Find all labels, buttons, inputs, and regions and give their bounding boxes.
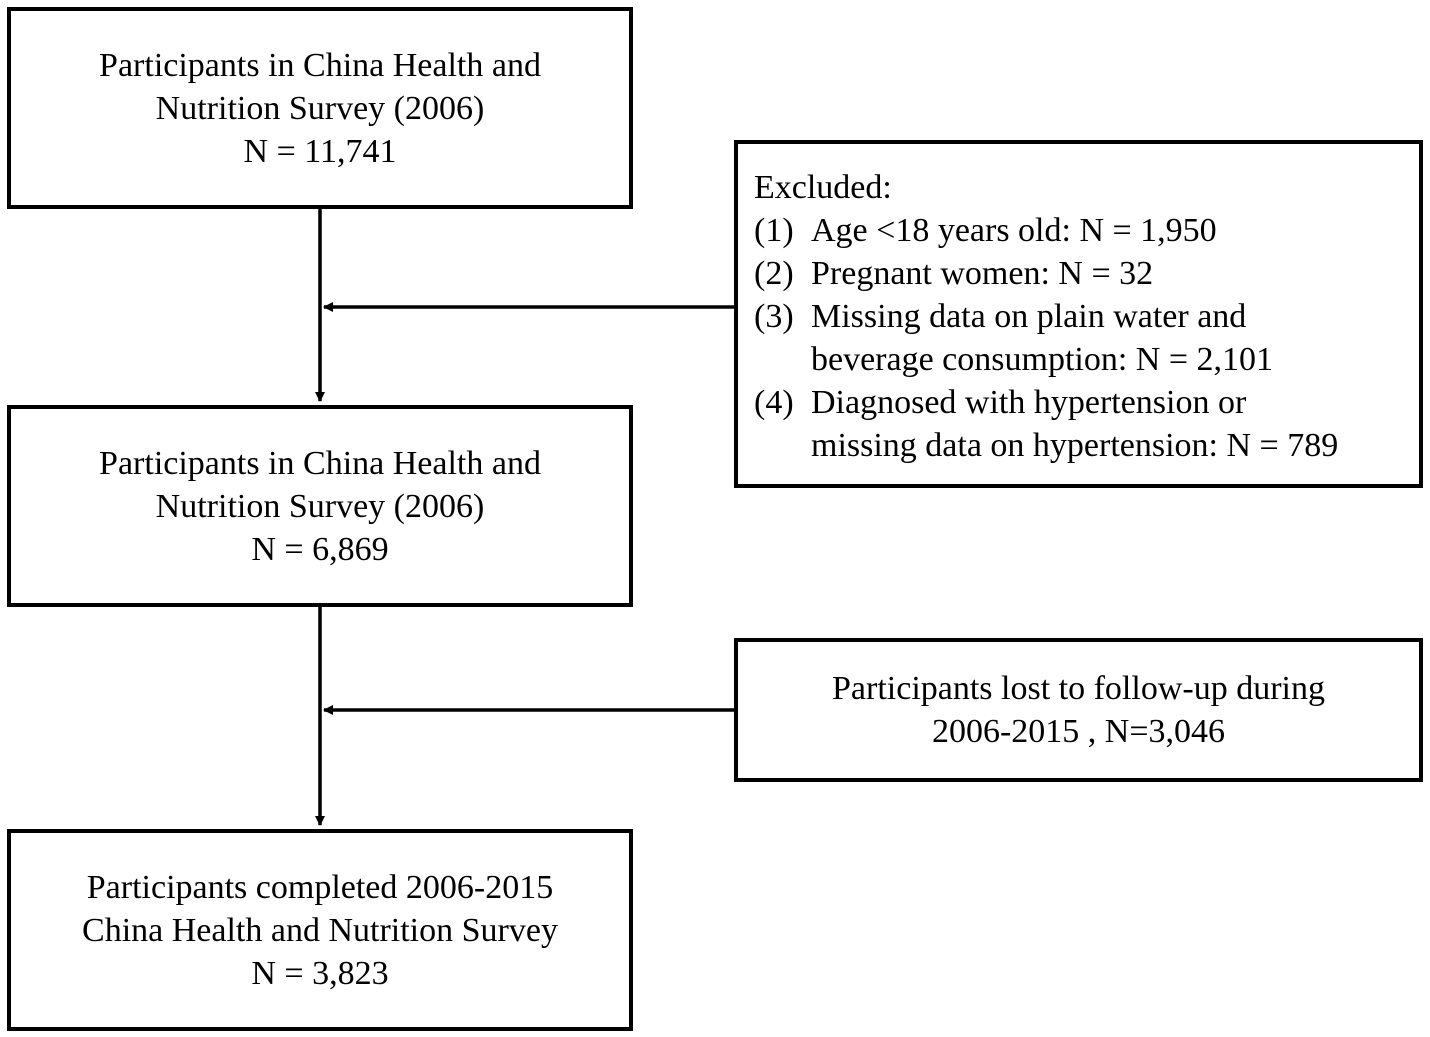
exclusion-item-number: (1) (754, 212, 794, 249)
exclusion-item-text: missing data on hypertension: N = 789 (811, 427, 1339, 464)
participant-count: N = 11,741 (243, 132, 397, 170)
box-text-line: China Health and Nutrition Survey (82, 911, 558, 949)
box-text-line: Participants lost to follow-up during (832, 670, 1325, 707)
box-text-line: Participants in China Health and (99, 444, 541, 482)
exclusion-item-number: (2) (754, 255, 794, 292)
box-text-line: 2006-2015 , N=3,046 (931, 713, 1226, 750)
final-participants-box (7, 829, 633, 1031)
box-text-line: Participants in China Health and (99, 46, 541, 84)
exclusion-item-text: Missing data on plain water and (811, 298, 1247, 335)
box-text-line: Participants completed 2006-2015 (86, 868, 554, 906)
exclusion-item-number: (3) (754, 298, 794, 335)
exclusion-item-text: beverage consumption: N = 2,101 (811, 341, 1274, 378)
exclusion-item-text: Age <18 years old: N = 1,950 (811, 212, 1217, 249)
lost-to-follow-up-box (734, 638, 1423, 782)
initial-participants-box (7, 7, 633, 209)
participant-count: N = 6,869 (251, 530, 389, 568)
box-text-line: Nutrition Survey (2006) (155, 487, 485, 525)
exclusion-item-text: Diagnosed with hypertension or (811, 384, 1247, 421)
exclusion-item (754, 381, 1419, 467)
exclusion-item (754, 252, 1419, 295)
exclusion-item (754, 295, 1419, 381)
participant-count: N = 3,823 (251, 954, 389, 992)
eligible-participants-box (7, 405, 633, 607)
exclusion-item-text: Pregnant women: N = 32 (811, 255, 1154, 292)
box-text-line: Nutrition Survey (2006) (155, 89, 485, 127)
exclusion-item (754, 209, 1419, 252)
exclusion-item-number: (4) (754, 384, 794, 421)
exclusion-heading: Excluded: (754, 169, 892, 206)
exclusion-box (734, 140, 1423, 488)
